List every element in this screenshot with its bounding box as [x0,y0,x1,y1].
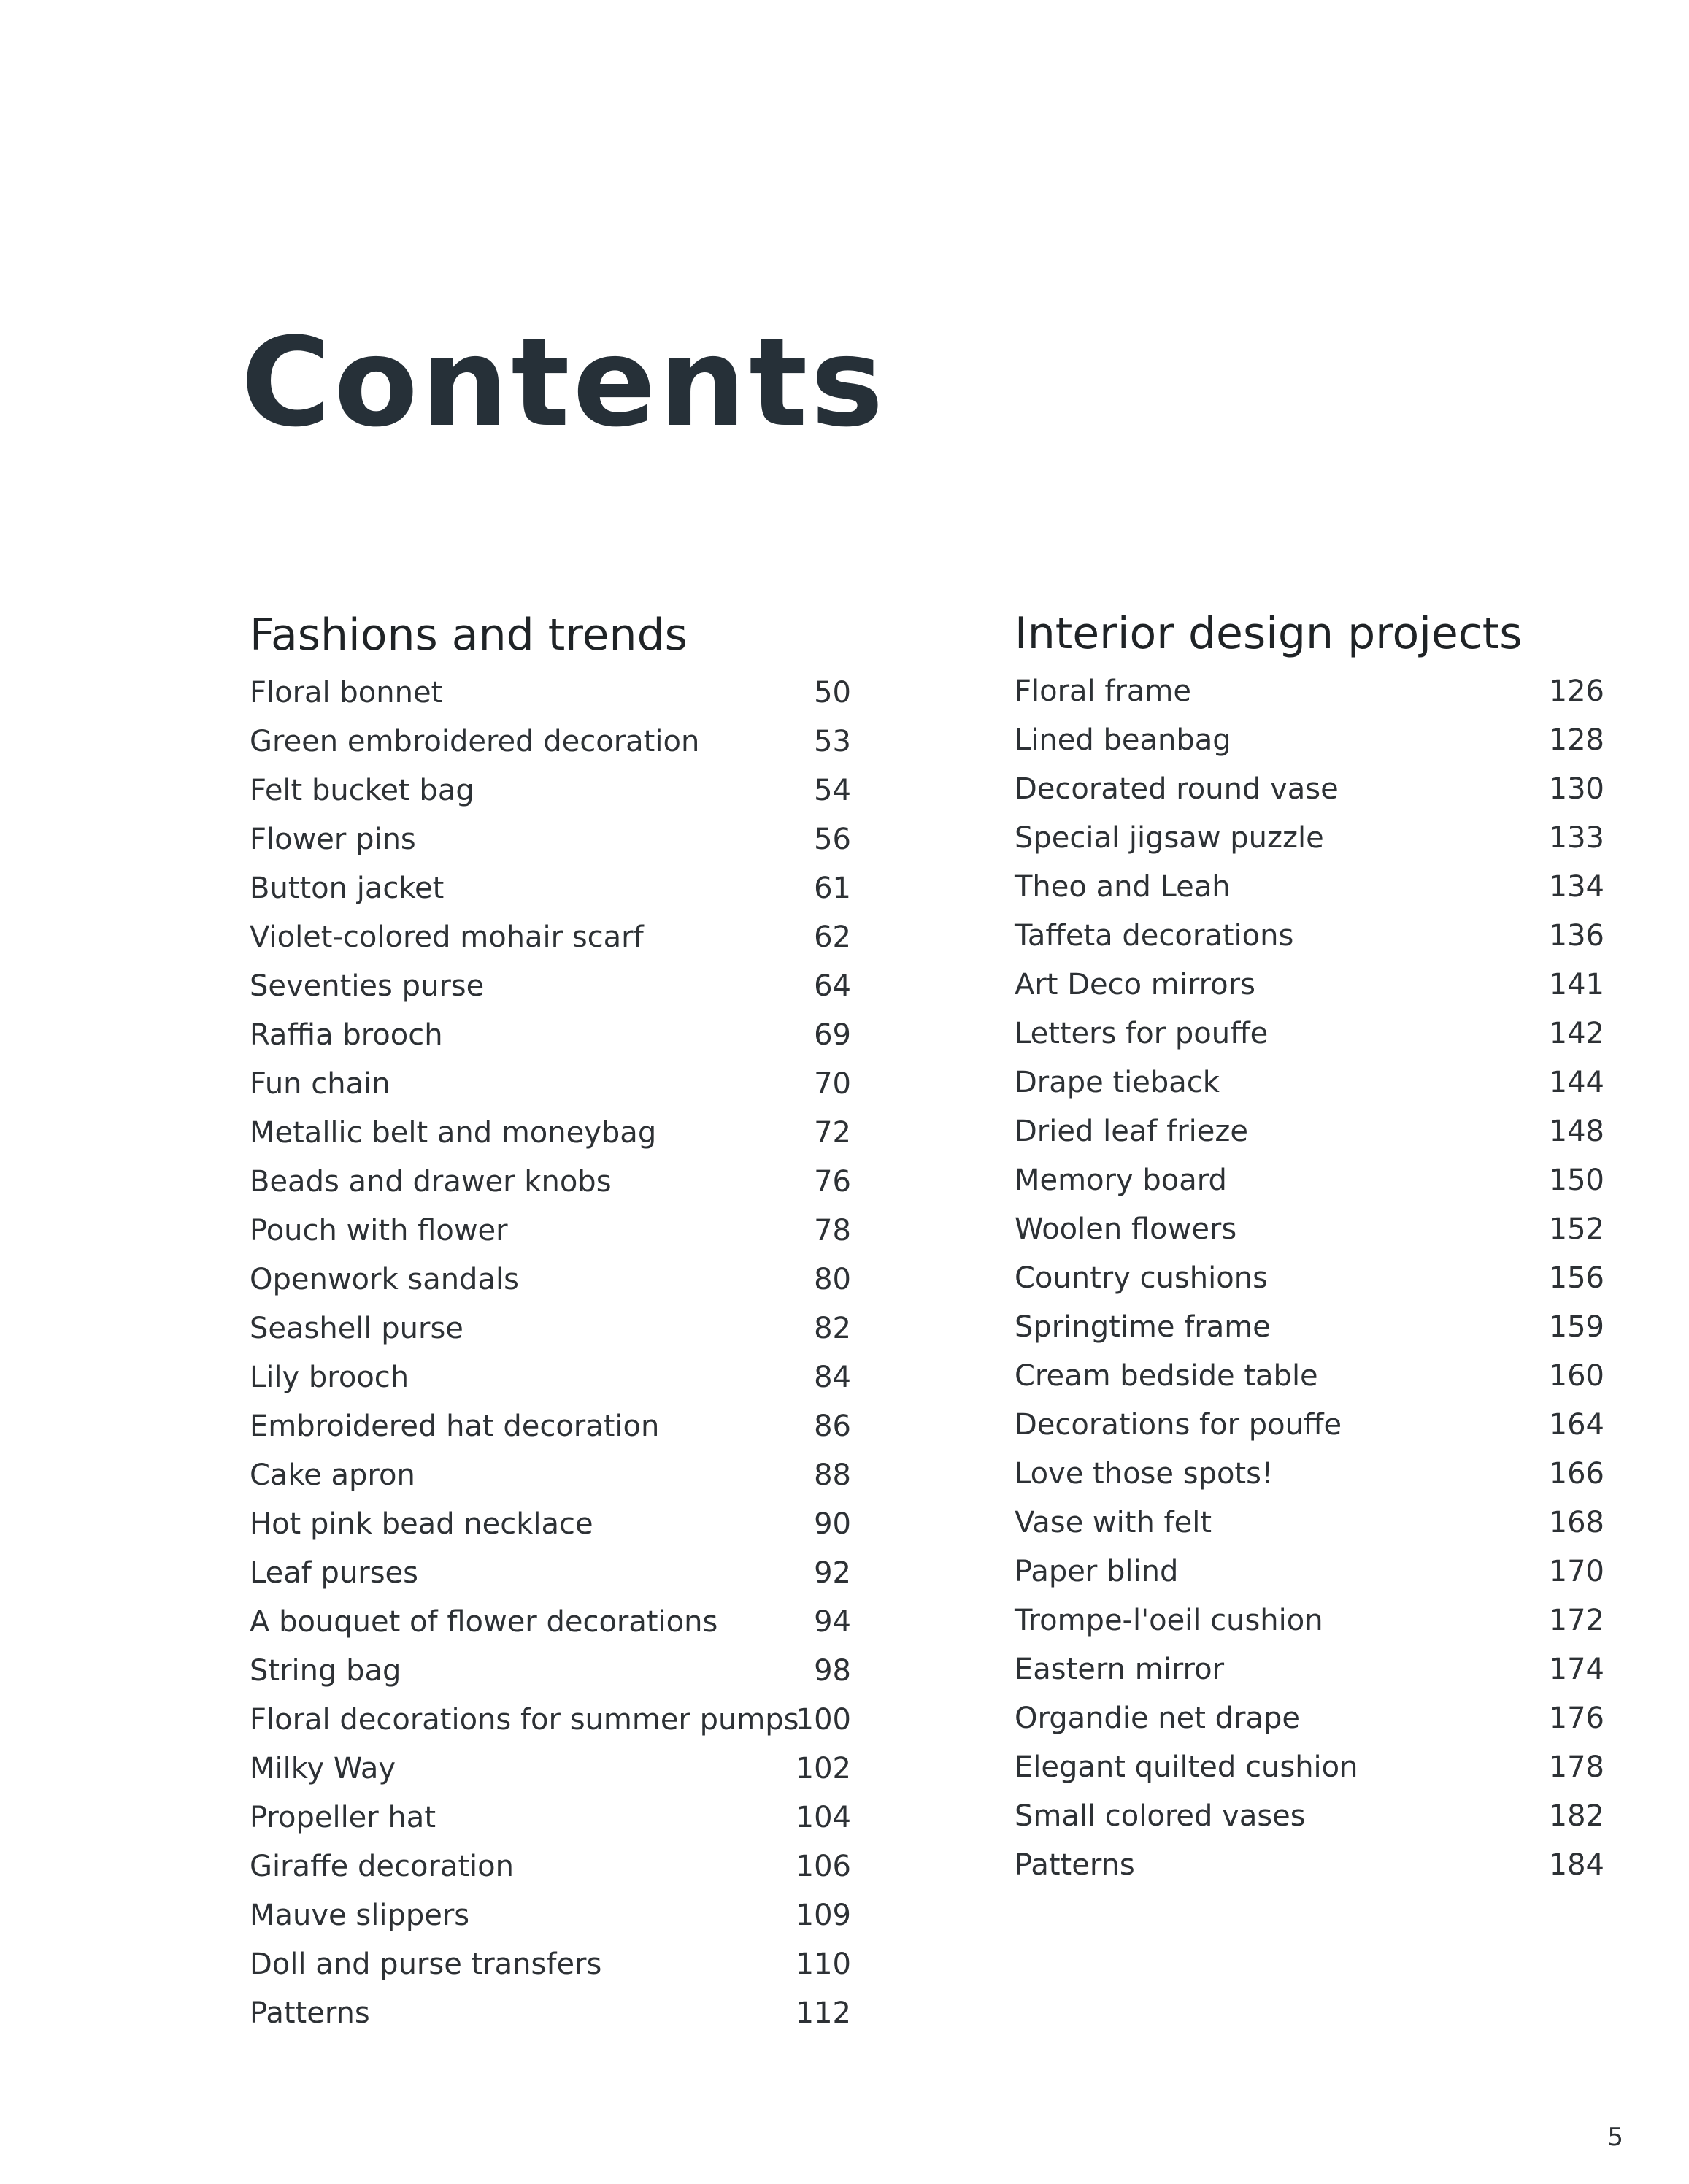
toc-entry [1015,1256,1604,1304]
toc-entry-page-number: 53 [814,725,851,758]
toc-entry [1015,1842,1604,1891]
toc-entry-title: Seventies purse [250,969,485,1003]
toc-entry-title: Doll and purse transfers [250,1947,602,1981]
toc-entry [250,1648,851,1697]
toc-entry [250,1942,851,1991]
toc-entry [1015,1549,1604,1598]
toc-entry-page-number: 168 [1548,1506,1604,1539]
toc-entry-page-number: 62 [814,920,851,954]
toc-entry [250,1697,851,1746]
toc-entry-title: Dried leaf frieze [1015,1115,1248,1148]
toc-entry-title: Hot pink bead necklace [250,1507,593,1541]
toc-entry-title: Organdie net drape [1015,1702,1301,1735]
toc-entry-page-number: 86 [814,1410,851,1443]
toc-entry-title: Fun chain [250,1067,390,1101]
toc-entry-page-number: 156 [1548,1261,1604,1295]
toc-entry-title: Decorations for pouffe [1015,1408,1342,1442]
toc-entry-title: Lined beanbag [1015,723,1231,757]
toc-entry-title: Giraffe decoration [250,1850,514,1883]
toc-entry [1015,1745,1604,1793]
toc-entry-title: Propeller hat [250,1801,436,1834]
section-title: Interior design projects [1015,608,1523,659]
toc-entry [1015,1793,1604,1842]
toc-entry-page-number: 109 [795,1899,851,1932]
toc-entry-page-number: 148 [1548,1115,1604,1148]
toc-entry [1015,1647,1604,1696]
toc-entry [1015,766,1604,815]
toc-entry-title: Eastern mirror [1015,1653,1225,1686]
toc-entry [1015,1451,1604,1500]
toc-entry-page-number: 130 [1548,772,1604,806]
toc-entry-page-number: 76 [814,1165,851,1199]
toc-entry-title: Vase with felt [1015,1506,1212,1539]
toc-entry-page-number: 160 [1548,1359,1604,1393]
toc-entry-page-number: 54 [814,774,851,807]
toc-entry-title: Green embroidered decoration [250,725,700,758]
toc-entry-title: Letters for pouffe [1015,1017,1269,1050]
toc-entry [1015,913,1604,962]
toc-entry-page-number: 110 [795,1947,851,1981]
toc-entry [1015,669,1604,718]
page-number: 5 [1607,2123,1623,2152]
toc-entry-title: Elegant quilted cushion [1015,1750,1358,1784]
toc-entry-title: Cake apron [250,1458,415,1492]
toc-entry [1015,1060,1604,1109]
toc-entry-page-number: 164 [1548,1408,1604,1442]
toc-entry-title: Leaf purses [250,1556,418,1590]
toc-entry-page-number: 84 [814,1361,851,1394]
toc-entry-title: Taffeta decorations [1015,919,1294,953]
toc-entry [1015,1304,1604,1353]
toc-entry-page-number: 90 [814,1507,851,1541]
toc-entry-page-number: 80 [814,1263,851,1296]
toc-entry-title: Love those spots! [1015,1457,1273,1491]
toc-entry-page-number: 184 [1548,1848,1604,1882]
toc-entry [1015,864,1604,913]
toc-entry [1015,1598,1604,1647]
toc-entry [1015,1207,1604,1256]
toc-entry-page-number: 106 [795,1850,851,1883]
toc-entry-title: Memory board [1015,1164,1227,1197]
toc-entry-page-number: 174 [1548,1653,1604,1686]
toc-entry-page-number: 134 [1548,870,1604,904]
toc-entry [250,1306,851,1355]
toc-entry [250,817,851,866]
toc-entry-title: Theo and Leah [1015,870,1231,904]
toc-entry-title: Seashell purse [250,1312,463,1345]
toc-entry-title: Small colored vases [1015,1799,1306,1833]
toc-entry-page-number: 178 [1548,1750,1604,1784]
toc-entry-page-number: 176 [1548,1702,1604,1735]
toc-entry-title: Felt bucket bag [250,774,474,807]
toc-entry-page-number: 92 [814,1556,851,1590]
toc-entry [1015,1402,1604,1451]
toc-entry-title: Metallic belt and moneybag [250,1116,657,1150]
toc-entry-title: Paper blind [1015,1555,1179,1588]
toc-entry-title: Embroidered hat decoration [250,1410,660,1443]
toc-entry [250,1599,851,1648]
toc-entry-page-number: 104 [795,1801,851,1834]
toc-entry-title: Patterns [250,1996,370,2030]
toc-entry [250,1110,851,1159]
toc-entry [250,1746,851,1795]
toc-entry-page-number: 94 [814,1605,851,1639]
toc-entry-page-number: 98 [814,1654,851,1688]
toc-entry-page-number: 144 [1548,1066,1604,1099]
toc-entry-page-number: 70 [814,1067,851,1101]
toc-entry [250,866,851,915]
toc-entry-page-number: 100 [795,1703,851,1737]
toc-entry [250,1991,851,2039]
toc-entry-title: Flower pins [250,823,416,856]
toc-entry [250,1795,851,1844]
toc-entry-page-number: 102 [795,1752,851,1785]
toc-entry [1015,1011,1604,1060]
toc-entry-title: Milky Way [250,1752,396,1785]
toc-entry-page-number: 150 [1548,1164,1604,1197]
toc-entry-page-number: 128 [1548,723,1604,757]
toc-entry-title: String bag [250,1654,401,1688]
toc-entry-title: Pouch with flower [250,1214,508,1247]
section-title: Fashions and trends [250,610,688,661]
toc-entry-page-number: 72 [814,1116,851,1150]
toc-entry-title: Special jigsaw puzzle [1015,821,1324,855]
toc-entry-page-number: 142 [1548,1017,1604,1050]
toc-entry-title: Country cushions [1015,1261,1268,1295]
toc-entry [1015,1158,1604,1207]
toc-entry-page-number: 166 [1548,1457,1604,1491]
toc-entry-page-number: 64 [814,969,851,1003]
toc-entry-title: Raffia brooch [250,1018,443,1052]
toc-entry [250,964,851,1012]
toc-entry-title: Floral decorations for summer pumps [250,1703,799,1737]
toc-entry-page-number: 112 [795,1996,851,2030]
toc-entry-title: Decorated round vase [1015,772,1339,806]
toc-entry-title: Drape tieback [1015,1066,1220,1099]
toc-entry-title: Floral bonnet [250,676,443,710]
toc-entry-title: Beads and drawer knobs [250,1165,612,1199]
toc-entry [250,670,851,719]
toc-entry [1015,1353,1604,1402]
toc-entry-page-number: 172 [1548,1604,1604,1637]
toc-entry-page-number: 88 [814,1458,851,1492]
toc-entry-page-number: 152 [1548,1212,1604,1246]
toc-entry-page-number: 61 [814,872,851,905]
toc-entry-page-number: 126 [1548,674,1604,708]
toc-entry-title: A bouquet of flower decorations [250,1605,718,1639]
toc-entry [250,719,851,768]
toc-entry-title: Floral frame [1015,674,1191,708]
toc-entry-page-number: 159 [1548,1310,1604,1344]
page-title: Contents [241,311,887,454]
toc-entry-title: Art Deco mirrors [1015,968,1255,1001]
toc-entry [250,1257,851,1306]
toc-entry [250,1061,851,1110]
toc-entry-page-number: 56 [814,823,851,856]
toc-entry-title: Springtime frame [1015,1310,1271,1344]
toc-section-interior [1015,603,1604,1891]
toc-entry [250,1159,851,1208]
toc-entry-page-number: 78 [814,1214,851,1247]
toc-entry [1015,962,1604,1011]
toc-entry [250,1208,851,1257]
toc-entry-page-number: 50 [814,676,851,710]
toc-entry-page-number: 82 [814,1312,851,1345]
toc-entry [250,915,851,964]
toc-entry [250,1844,851,1893]
toc-entry-title: Lily brooch [250,1361,409,1394]
toc-entry-page-number: 136 [1548,919,1604,953]
toc-entry [250,1893,851,1942]
toc-entry-page-number: 182 [1548,1799,1604,1833]
toc-entry [1015,1109,1604,1158]
toc-entry [250,1355,851,1404]
toc-entry-page-number: 69 [814,1018,851,1052]
toc-entry-title: Openwork sandals [250,1263,519,1296]
toc-entry [1015,1500,1604,1549]
toc-entry-title: Woolen flowers [1015,1212,1237,1246]
toc-entry-title: Mauve slippers [250,1899,470,1932]
toc-entry [250,768,851,817]
toc-entry [1015,815,1604,864]
toc-entry [250,1012,851,1061]
toc-entry [250,1550,851,1599]
toc-entry-title: Trompe-l'oeil cushion [1015,1604,1323,1637]
toc-entry-title: Patterns [1015,1848,1135,1882]
toc-entry-page-number: 170 [1548,1555,1604,1588]
toc-entry [250,1453,851,1502]
toc-entry-title: Button jacket [250,872,445,905]
toc-entry [1015,1696,1604,1745]
toc-entry-title: Cream bedside table [1015,1359,1318,1393]
toc-entry [250,1404,851,1453]
toc-list [250,670,851,2039]
toc-entry-page-number: 133 [1548,821,1604,855]
toc-section-fashions [250,604,851,2039]
toc-entry [1015,718,1604,766]
toc-list [1015,669,1604,1891]
toc-entry-title: Violet-colored mohair scarf [250,920,644,954]
toc-entry-page-number: 141 [1548,968,1604,1001]
toc-entry [250,1502,851,1550]
